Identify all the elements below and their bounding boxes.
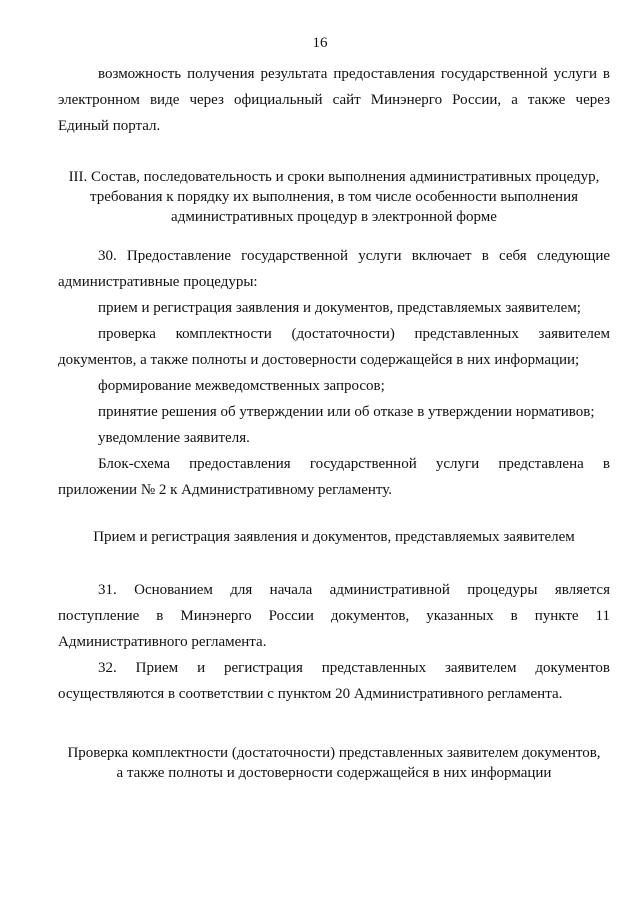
paragraph-31 — [58, 577, 610, 655]
procedure-item-1: прием и регистрация заявления и документов, представляемых заявителем; — [98, 300, 581, 316]
subheading-check-line-1: Проверка комплектности (достаточности) представленных заявителем документов, — [67, 745, 601, 761]
intro-line-2: электронном виде через официальный сайт Минэнерго России, а также через — [58, 92, 610, 108]
paragraph-30 — [58, 243, 610, 503]
p31-line-2: поступление в Минэнерго России документов, указанных в пункте 11 — [58, 608, 610, 624]
procedure-item-2-line-2: документов, а также полноты и достоверности содержащейся в них информации; — [58, 352, 580, 368]
block-scheme-line-2: приложении № 2 к Административному регламенту. — [58, 482, 392, 498]
intro-line-1: возможность получения результата предоставления государственной услуги в — [98, 66, 610, 82]
section-heading — [58, 167, 610, 227]
p31-line-1: 31. Основанием для начала административной процедуры является — [98, 582, 610, 598]
subheading-check — [58, 743, 610, 783]
section-heading-line-2: требования к порядку их выполнения, в том числе особенности выполнения — [89, 189, 578, 205]
procedure-item-2-line-1: проверка комплектности (достаточности) представленных заявителем — [98, 326, 610, 342]
p31-line-3: Административного регламента. — [58, 634, 267, 650]
p30-line-2: административные процедуры: — [58, 274, 258, 290]
subheading-check-line-2: а также полноты и достоверности содержащейся в них информации — [116, 765, 552, 781]
section-heading-line-1: III. Состав, последовательность и сроки выполнения административных процедур, — [68, 169, 600, 185]
intro-line-3: Единый портал. — [58, 118, 161, 134]
procedure-item-4: принятие решения об утверждении или об отказе в утверждении нормативов; — [98, 404, 595, 420]
intro-paragraph — [58, 61, 610, 139]
p30-line-1: 30. Предоставление государственной услуги включает в себя следующие — [98, 248, 610, 264]
procedure-item-3: формирование межведомственных запросов; — [98, 378, 385, 394]
subheading-reception: Прием и регистрация заявления и документов, представляемых заявителем — [93, 529, 575, 545]
procedure-item-5: уведомление заявителя. — [98, 430, 250, 446]
block-scheme-line-1: Блок-схема предоставления государственной услуги представлена в — [98, 456, 610, 472]
p32-line-1: 32. Прием и регистрация представленных заявителем документов — [98, 660, 610, 676]
page-number: 16 — [312, 35, 328, 51]
paragraph-32 — [58, 655, 610, 707]
p32-line-2: осуществляются в соответствии с пунктом 20 Административного регламента. — [58, 686, 563, 702]
section-heading-line-3: административных процедур в электронной форме — [171, 209, 497, 225]
